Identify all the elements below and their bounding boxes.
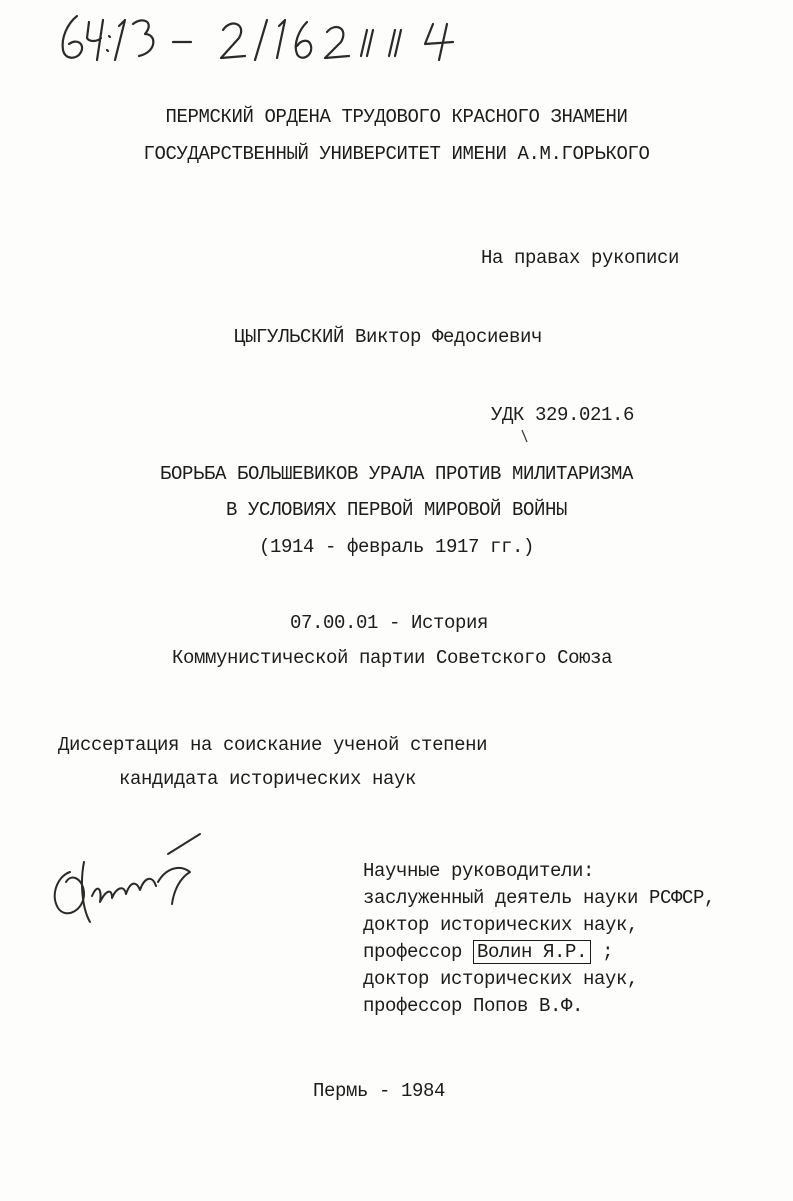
title-line-3: (1914 - февраль 1917 гг.)	[258, 536, 535, 558]
degree-line-2: кандидата исторических наук	[119, 768, 417, 790]
handwritten-catalog-code	[55, 8, 465, 66]
specialty-code: 07.00.01 - История	[290, 612, 489, 634]
supervisor-1-name-line	[363, 941, 613, 963]
udc-code: УДК 329.021.6	[491, 404, 635, 426]
manuscript-note: На правах рукописи	[481, 247, 680, 269]
title-line-1: БОРЬБА БОЛЬШЕВИКОВ УРАЛА ПРОТИВ МИЛИТАРИЗМА	[159, 463, 634, 485]
supervisor-2-degree: доктор исторических наук,	[363, 968, 639, 990]
institution-line-1: ПЕРМСКИЙ ОРДЕНА ТРУДОВОГО КРАСНОГО ЗНАМЕНИ	[165, 106, 628, 128]
institution-line-2: ГОСУДАРСТВЕННЫЙ УНИВЕРСИТЕТ ИМЕНИ А.М.ГОРЬКОГО	[143, 143, 650, 165]
supervisor-2-name: профессор Попов В.Ф.	[363, 995, 584, 1017]
stray-pen-mark	[520, 428, 530, 444]
supervisors-heading: Научные руководители:	[363, 860, 595, 882]
supervisor-1-rank: профессор	[363, 941, 463, 963]
supervisor-1-degree: доктор исторических наук,	[363, 914, 639, 936]
specialty-name: Коммунистической партии Советского Союза	[172, 647, 613, 669]
place-year: Пермь - 1984	[313, 1080, 446, 1102]
title-line-2: В УСЛОВИЯХ ПЕРВОЙ МИРОВОЙ ВОЙНЫ	[225, 499, 568, 521]
supervisor-1-separator: ;	[602, 941, 614, 963]
supervisor-1-title: заслуженный деятель науки РСФСР,	[363, 887, 716, 909]
degree-line-1: Диссертация на соискание ученой степени	[58, 734, 488, 756]
supervisor-1-boxed-name: Волин Я.Р.	[473, 940, 591, 964]
author-name: ЦЫГУЛЬСКИЙ Виктор Федосиевич	[234, 326, 543, 348]
author-signature	[40, 832, 210, 932]
